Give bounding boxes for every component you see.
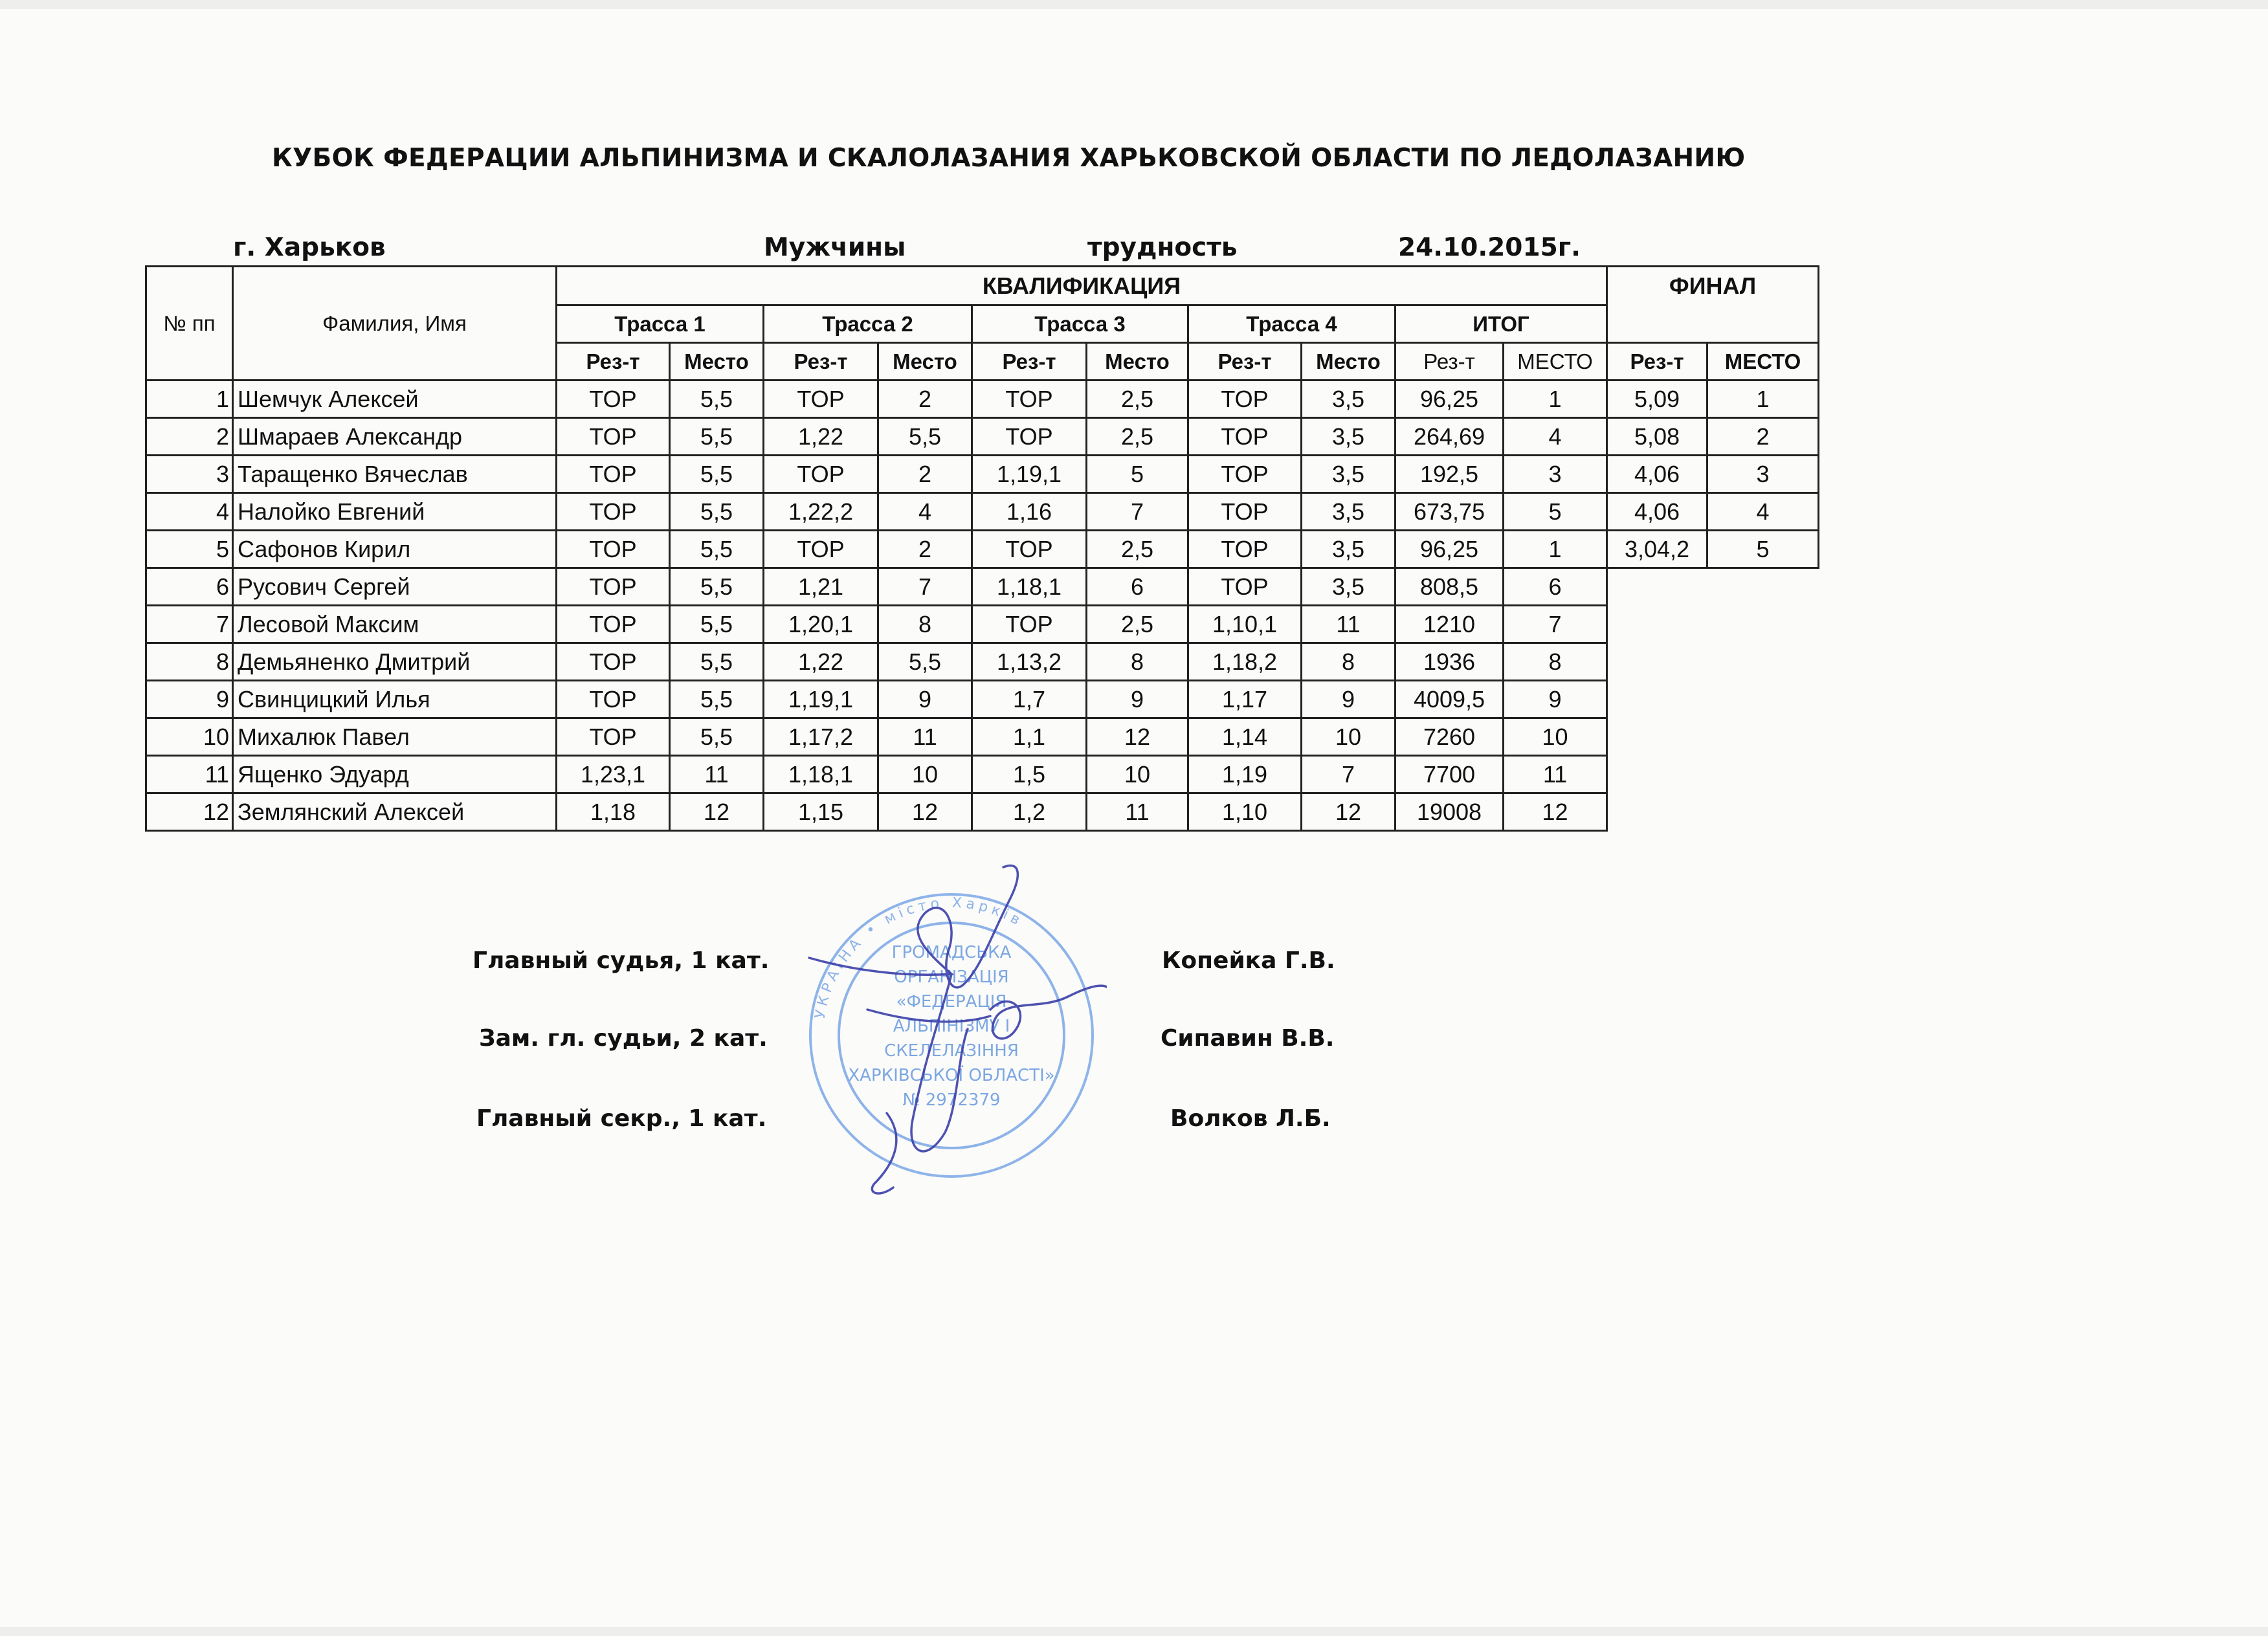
cell-t3r: TOP <box>972 381 1087 418</box>
sub-place-header: Место <box>1302 343 1395 381</box>
chief-judge-role: Главный судья, 1 кат. <box>472 947 770 974</box>
cell-t2r: 1,15 <box>764 793 878 831</box>
cell-t2p: 2 <box>878 456 972 493</box>
athlete-name: Русович Сергей <box>233 568 557 606</box>
cell-tr: 1210 <box>1395 606 1504 643</box>
route-1-header: Трасса 1 <box>557 305 764 343</box>
gender-label: Мужчины <box>764 233 906 262</box>
sub-result-header: Рез-т <box>1188 343 1302 381</box>
cell-t1p: 5,5 <box>670 418 764 456</box>
cell-tp: 9 <box>1504 681 1607 718</box>
scan-edge-top <box>0 0 2268 9</box>
table-row <box>146 418 1819 456</box>
cell-tr: 19008 <box>1395 793 1504 831</box>
cell-t4p: 3,5 <box>1302 568 1395 606</box>
table-row <box>146 793 1819 831</box>
cell-t2p: 10 <box>878 756 972 793</box>
sub-place-header: Место <box>670 343 764 381</box>
cell-t1r: 1,23,1 <box>557 756 670 793</box>
cell-t2p: 4 <box>878 493 972 531</box>
cell-t4r: TOP <box>1188 493 1302 531</box>
empty-cell <box>1607 568 1707 606</box>
cell-t1p: 5,5 <box>670 606 764 643</box>
col-number-header: № пп <box>146 267 233 381</box>
empty-cell <box>1707 756 1819 793</box>
cell-tp: 7 <box>1504 606 1607 643</box>
empty-cell <box>1707 643 1819 681</box>
empty-cell <box>1707 681 1819 718</box>
cell-t4r: TOP <box>1188 568 1302 606</box>
cell-t2p: 9 <box>878 681 972 718</box>
cell-t4p: 3,5 <box>1302 493 1395 531</box>
secretary-name: Волков Л.Б. <box>1170 1105 1331 1132</box>
chief-judge-name: Копейка Г.В. <box>1162 947 1335 974</box>
cell-t3p: 5 <box>1087 456 1188 493</box>
athlete-name: Михалюк Павел <box>233 718 557 756</box>
empty-cell <box>1707 718 1819 756</box>
cell-fr: 5,09 <box>1607 381 1707 418</box>
cell-t1r: 1,18 <box>557 793 670 831</box>
table-row <box>146 568 1819 606</box>
cell-t3r: TOP <box>972 606 1087 643</box>
route-2-header: Трасса 2 <box>764 305 972 343</box>
cell-tr: 96,25 <box>1395 381 1504 418</box>
table-row <box>146 681 1819 718</box>
cell-t4p: 10 <box>1302 718 1395 756</box>
empty-cell <box>1607 681 1707 718</box>
cell-t3r: 1,2 <box>972 793 1087 831</box>
cell-t3p: 7 <box>1087 493 1188 531</box>
empty-cell <box>1607 718 1707 756</box>
table-row <box>146 643 1819 681</box>
cell-t3p: 2,5 <box>1087 418 1188 456</box>
empty-cell <box>1707 793 1819 831</box>
cell-tp: 10 <box>1504 718 1607 756</box>
cell-t3r: 1,13,2 <box>972 643 1087 681</box>
table-row <box>146 381 1819 418</box>
cell-t1p: 5,5 <box>670 456 764 493</box>
cell-t2p: 5,5 <box>878 643 972 681</box>
cell-t1p: 5,5 <box>670 531 764 568</box>
cell-t2r: TOP <box>764 381 878 418</box>
results-body <box>146 381 1819 831</box>
qualification-header: КВАЛИФИКАЦИЯ <box>557 267 1607 305</box>
empty-cell <box>1607 643 1707 681</box>
document-title: КУБОК ФЕДЕРАЦИИ АЛЬПИНИЗМА И СКАЛОЛАЗАНИЯ ХАРЬКОВСКОЙ ОБЛАСТИ ПО ЛЕДОЛАЗАНИЮ <box>272 144 1746 173</box>
cell-t3p: 2,5 <box>1087 606 1188 643</box>
cell-tp: 6 <box>1504 568 1607 606</box>
cell-t2p: 12 <box>878 793 972 831</box>
cell-t3p: 12 <box>1087 718 1188 756</box>
cell-t2p: 8 <box>878 606 972 643</box>
row-number: 4 <box>146 493 233 531</box>
sub-result-header: Рез-т <box>1395 343 1504 381</box>
official-stamp <box>796 861 1107 1223</box>
row-number: 1 <box>146 381 233 418</box>
cell-t4p: 7 <box>1302 756 1395 793</box>
final-header: ФИНАЛ <box>1607 267 1819 343</box>
empty-cell <box>1707 606 1819 643</box>
cell-t3r: 1,7 <box>972 681 1087 718</box>
cell-t3r: 1,18,1 <box>972 568 1087 606</box>
cell-tr: 192,5 <box>1395 456 1504 493</box>
cell-t2r: TOP <box>764 456 878 493</box>
cell-t2r: 1,20,1 <box>764 606 878 643</box>
col-name-header: Фамилия, Имя <box>233 267 557 381</box>
cell-t2r: 1,22 <box>764 418 878 456</box>
cell-t1p: 5,5 <box>670 568 764 606</box>
sub-result-header: Рез-т <box>972 343 1087 381</box>
table-row <box>146 718 1819 756</box>
cell-t4p: 3,5 <box>1302 456 1395 493</box>
cell-t1p: 5,5 <box>670 681 764 718</box>
stamp-line: АЛЬПІНІЗМУ І <box>893 1017 1010 1036</box>
cell-t3p: 9 <box>1087 681 1188 718</box>
stamp-ring-text: УКРАЇНА • місто Харків <box>812 894 1027 1021</box>
row-number: 12 <box>146 793 233 831</box>
cell-t2r: 1,19,1 <box>764 681 878 718</box>
cell-t1r: TOP <box>557 456 670 493</box>
cell-t4r: 1,10 <box>1188 793 1302 831</box>
row-number: 3 <box>146 456 233 493</box>
cell-t4p: 3,5 <box>1302 531 1395 568</box>
stamp-line: СКЕЛЕЛАЗІННЯ <box>884 1041 1019 1061</box>
cell-t4p: 11 <box>1302 606 1395 643</box>
cell-tp: 5 <box>1504 493 1607 531</box>
cell-fr: 5,08 <box>1607 418 1707 456</box>
cell-t3p: 2,5 <box>1087 531 1188 568</box>
stamp-line: № 2972379 <box>902 1090 1001 1110</box>
cell-tr: 7260 <box>1395 718 1504 756</box>
athlete-name: Сафонов Кирил <box>233 531 557 568</box>
cell-tp: 1 <box>1504 531 1607 568</box>
sub-result-header: Рез-т <box>557 343 670 381</box>
empty-cell <box>1707 568 1819 606</box>
cell-t2p: 2 <box>878 381 972 418</box>
row-number: 2 <box>146 418 233 456</box>
scan-edge-bottom <box>0 1627 2268 1636</box>
cell-t4r: TOP <box>1188 531 1302 568</box>
route-4-header: Трасса 4 <box>1188 305 1395 343</box>
cell-fp: 1 <box>1707 381 1819 418</box>
athlete-name: Налойко Евгений <box>233 493 557 531</box>
cell-t2p: 2 <box>878 531 972 568</box>
cell-t1p: 11 <box>670 756 764 793</box>
cell-t4p: 8 <box>1302 643 1395 681</box>
cell-t4p: 12 <box>1302 793 1395 831</box>
cell-t4p: 3,5 <box>1302 381 1395 418</box>
cell-tp: 1 <box>1504 381 1607 418</box>
cell-t3p: 6 <box>1087 568 1188 606</box>
cell-t4p: 9 <box>1302 681 1395 718</box>
table-row <box>146 756 1819 793</box>
table-row <box>146 456 1819 493</box>
row-number: 9 <box>146 681 233 718</box>
final-result-header: Рез-т <box>1607 343 1707 381</box>
cell-t4r: 1,14 <box>1188 718 1302 756</box>
cell-t3p: 10 <box>1087 756 1188 793</box>
cell-tp: 3 <box>1504 456 1607 493</box>
total-header: ИТОГ <box>1395 305 1607 343</box>
cell-fp: 2 <box>1707 418 1819 456</box>
cell-t3p: 8 <box>1087 643 1188 681</box>
results-table <box>145 265 1819 832</box>
table-row <box>146 531 1819 568</box>
cell-t1p: 12 <box>670 793 764 831</box>
empty-cell <box>1607 606 1707 643</box>
deputy-judge-role: Зам. гл. судьи, 2 кат. <box>479 1025 768 1052</box>
athlete-name: Землянский Алексей <box>233 793 557 831</box>
cell-t1r: TOP <box>557 681 670 718</box>
discipline-label: трудность <box>1087 233 1238 262</box>
cell-tp: 8 <box>1504 643 1607 681</box>
cell-fp: 5 <box>1707 531 1819 568</box>
deputy-judge-name: Сипавин В.В. <box>1161 1025 1335 1052</box>
row-number: 10 <box>146 718 233 756</box>
cell-t1r: TOP <box>557 643 670 681</box>
cell-t2r: 1,22,2 <box>764 493 878 531</box>
cell-t2r: 1,18,1 <box>764 756 878 793</box>
final-place-header: МЕСТО <box>1707 343 1819 381</box>
stamp-line: «ФЕДЕРАЦІЯ <box>896 992 1007 1011</box>
cell-t1p: 5,5 <box>670 493 764 531</box>
athlete-name: Шмараев Александр <box>233 418 557 456</box>
cell-t2r: 1,22 <box>764 643 878 681</box>
cell-t1p: 5,5 <box>670 643 764 681</box>
row-number: 7 <box>146 606 233 643</box>
city-label: г. Харьков <box>233 233 386 262</box>
cell-t3r: 1,1 <box>972 718 1087 756</box>
table-row <box>146 606 1819 643</box>
cell-t3r: 1,19,1 <box>972 456 1087 493</box>
cell-t1r: TOP <box>557 493 670 531</box>
cell-t2r: TOP <box>764 531 878 568</box>
cell-t4r: 1,10,1 <box>1188 606 1302 643</box>
cell-tr: 96,25 <box>1395 531 1504 568</box>
cell-fr: 3,04,2 <box>1607 531 1707 568</box>
cell-tr: 1936 <box>1395 643 1504 681</box>
cell-fr: 4,06 <box>1607 493 1707 531</box>
cell-tr: 673,75 <box>1395 493 1504 531</box>
cell-t4r: TOP <box>1188 418 1302 456</box>
cell-t1p: 5,5 <box>670 381 764 418</box>
cell-t3r: TOP <box>972 418 1087 456</box>
athlete-name: Свинцицкий Илья <box>233 681 557 718</box>
cell-t1p: 5,5 <box>670 718 764 756</box>
sub-place-header: Место <box>1087 343 1188 381</box>
table-row <box>146 493 1819 531</box>
cell-t4r: TOP <box>1188 456 1302 493</box>
cell-t4r: 1,18,2 <box>1188 643 1302 681</box>
row-number: 5 <box>146 531 233 568</box>
cell-t1r: TOP <box>557 718 670 756</box>
cell-tp: 4 <box>1504 418 1607 456</box>
cell-t4r: TOP <box>1188 381 1302 418</box>
date-label: 24.10.2015г. <box>1398 233 1581 262</box>
athlete-name: Шемчук Алексей <box>233 381 557 418</box>
cell-t4r: 1,19 <box>1188 756 1302 793</box>
cell-t3r: 1,5 <box>972 756 1087 793</box>
cell-t2p: 5,5 <box>878 418 972 456</box>
cell-t2r: 1,21 <box>764 568 878 606</box>
cell-t3p: 2,5 <box>1087 381 1188 418</box>
sub-place-header: МЕСТО <box>1504 343 1607 381</box>
empty-cell <box>1607 793 1707 831</box>
cell-t4r: 1,17 <box>1188 681 1302 718</box>
stamp-line: ХАРКІВСЬКОЇ ОБЛАСТІ» <box>848 1066 1055 1085</box>
row-number: 11 <box>146 756 233 793</box>
athlete-name: Ященко Эдуард <box>233 756 557 793</box>
sub-place-header: Место <box>878 343 972 381</box>
sub-result-header: Рез-т <box>764 343 878 381</box>
cell-t3p: 11 <box>1087 793 1188 831</box>
cell-tp: 11 <box>1504 756 1607 793</box>
cell-t2p: 11 <box>878 718 972 756</box>
cell-t1r: TOP <box>557 568 670 606</box>
cell-t3r: 1,16 <box>972 493 1087 531</box>
cell-t2p: 7 <box>878 568 972 606</box>
cell-tp: 12 <box>1504 793 1607 831</box>
empty-cell <box>1607 756 1707 793</box>
cell-t1r: TOP <box>557 381 670 418</box>
row-number: 6 <box>146 568 233 606</box>
cell-fr: 4,06 <box>1607 456 1707 493</box>
athlete-name: Таращенко Вячеслав <box>233 456 557 493</box>
cell-fp: 4 <box>1707 493 1819 531</box>
cell-t3r: TOP <box>972 531 1087 568</box>
cell-t1r: TOP <box>557 531 670 568</box>
secretary-role: Главный секр., 1 кат. <box>476 1105 767 1132</box>
cell-fp: 3 <box>1707 456 1819 493</box>
route-3-header: Трасса 3 <box>972 305 1188 343</box>
athlete-name: Демьяненко Дмитрий <box>233 643 557 681</box>
cell-t1r: TOP <box>557 418 670 456</box>
cell-t1r: TOP <box>557 606 670 643</box>
athlete-name: Лесовой Максим <box>233 606 557 643</box>
cell-t4p: 3,5 <box>1302 418 1395 456</box>
cell-tr: 4009,5 <box>1395 681 1504 718</box>
row-number: 8 <box>146 643 233 681</box>
cell-tr: 808,5 <box>1395 568 1504 606</box>
stamp-line: ОРГАНІЗАЦІЯ <box>894 967 1009 987</box>
cell-tr: 7700 <box>1395 756 1504 793</box>
cell-t2r: 1,17,2 <box>764 718 878 756</box>
cell-tr: 264,69 <box>1395 418 1504 456</box>
stamp-line: ГРОМАДСЬКА <box>891 943 1012 962</box>
